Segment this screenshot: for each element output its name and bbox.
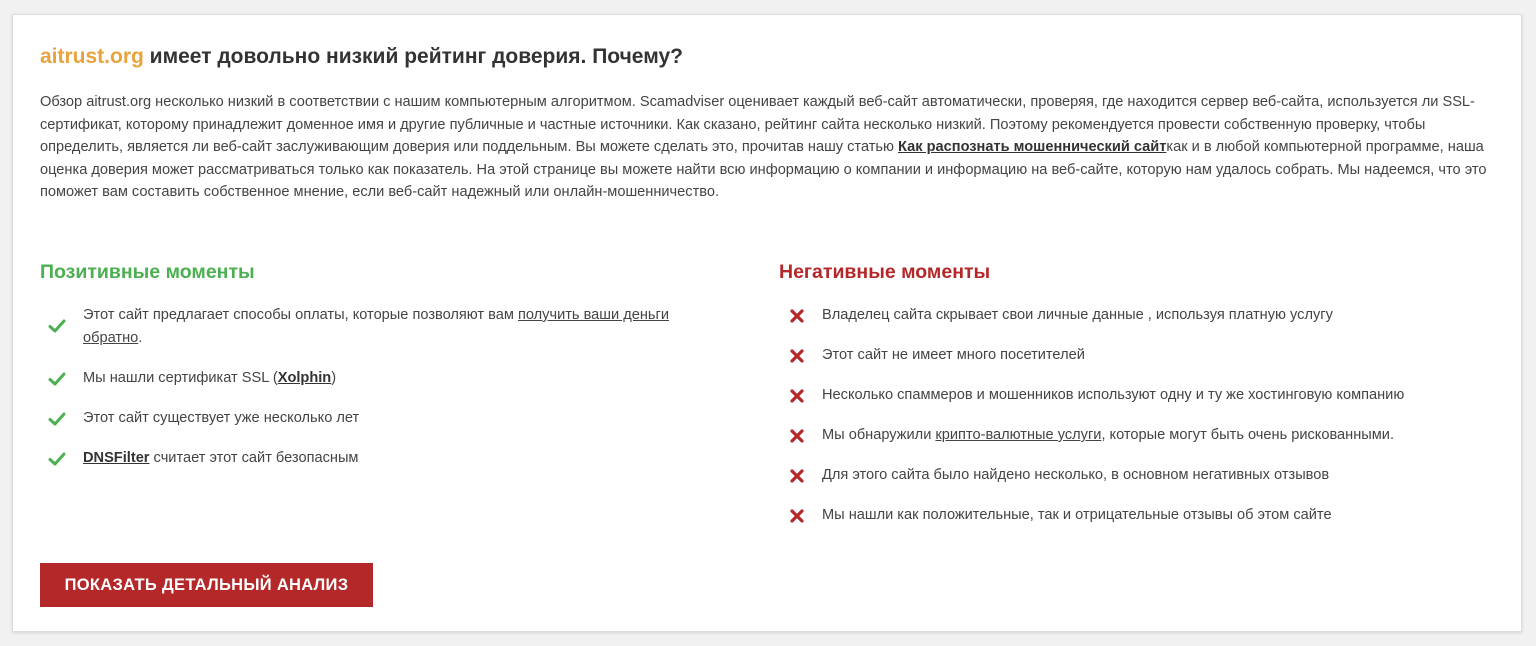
positive-title: Позитивные моменты — [40, 261, 255, 283]
heading-domain: aitrust.org — [40, 45, 144, 68]
negative-item-text: Мы обнаружили — [822, 427, 936, 443]
cross-icon — [788, 507, 806, 525]
negative-item — [779, 384, 1479, 407]
scam-article-link[interactable]: Как распознать мошеннический сайт — [898, 139, 1167, 156]
positive-item-text: . — [138, 330, 143, 346]
positive-item-text: Этот сайт существует уже несколько лет — [83, 410, 360, 426]
negative-list — [779, 304, 1479, 544]
summary-paragraph — [40, 91, 1510, 204]
negative-item — [779, 464, 1479, 487]
negative-item — [779, 344, 1479, 367]
positive-item-text: Мы нашли сертификат SSL ( — [83, 370, 278, 386]
negative-item-text: Этот сайт не имеет много посетителей — [822, 347, 1085, 363]
positive-item-text: считает этот сайт безопасным — [149, 450, 359, 466]
check-icon — [48, 450, 66, 468]
heading-text: имеет довольно низкий рейтинг доверия. Почему? — [143, 45, 683, 68]
positive-item — [40, 304, 720, 350]
negative-item-text: Для этого сайта было найдено несколько, в основном негативных отзывов — [822, 467, 1330, 483]
negative-item-text: Несколько спаммеров и мошенников используют одну и ту же хостинговую компанию — [822, 387, 1405, 403]
check-icon — [48, 317, 66, 335]
crypto-services-link[interactable]: крипто-валютные услуги — [935, 427, 1102, 443]
check-icon — [48, 410, 66, 428]
summary-text-after: как и в любой компьютерной программе, наша оценка доверия может рассматриваться только как показатель. На этой странице вы можете найти всю информацию о компании и информацию на веб-сайте, которую нам удалось собрать. Мы надеемся, что это поможет вам составить собственное мнение, если веб-сайт надежный или онлайн-мошенничество. — [40, 139, 1487, 201]
negative-item — [779, 424, 1479, 447]
positive-item — [40, 407, 720, 430]
cross-icon — [788, 467, 806, 485]
summary-text-before: Обзор aitrust.org несколько низкий в соответствии с нашим компьютерным алгоритмом. Scamadviser оценивает каждый веб-сайт автоматически, проверяя, где находится сервер веб-сайта, используется ли SSL-сертификат, которому принадлежит доменное имя и другие публичные и частные источники. Как сказано, рейтинг сайта несколько низкий. Поэтому рекомендуется провести собственную проверку, чтобы определить, является ли веб-сайт заслуживающим доверия или поддельным. Вы можете сделать это, прочитав нашу статью — [40, 94, 1475, 156]
cross-icon — [788, 427, 806, 445]
money-back-link[interactable]: получить ваши деньги обратно — [83, 307, 669, 346]
cross-icon — [788, 347, 806, 365]
trust-heading — [40, 45, 683, 69]
negative-item — [779, 304, 1479, 327]
trust-card — [12, 14, 1522, 632]
show-detailed-analysis-button[interactable]: ПОКАЗАТЬ ДЕТАЛЬНЫЙ АНАЛИЗ — [40, 563, 373, 607]
xolphin-link[interactable]: Xolphin — [277, 370, 332, 386]
positive-list — [40, 304, 720, 487]
positive-item-text: Этот сайт предлагает способы оплаты, которые позволяют вам — [83, 307, 518, 323]
negative-item-text: Владелец сайта скрывает свои личные данные , используя платную услугу — [822, 307, 1333, 323]
negative-title: Негативные моменты — [779, 261, 991, 283]
negative-item-text: Мы нашли как положительные, так и отрицательные отзывы об этом сайте — [822, 507, 1332, 523]
cross-icon — [788, 387, 806, 405]
negative-item — [779, 504, 1479, 527]
positive-item — [40, 367, 720, 390]
cross-icon — [788, 307, 806, 325]
positive-item — [40, 447, 720, 470]
positive-item-text: ) — [331, 370, 337, 386]
dnsfilter-link[interactable]: DNSFilter — [83, 450, 150, 466]
check-icon — [48, 370, 66, 388]
negative-item-text: , которые могут быть очень рискованными. — [1101, 427, 1395, 443]
